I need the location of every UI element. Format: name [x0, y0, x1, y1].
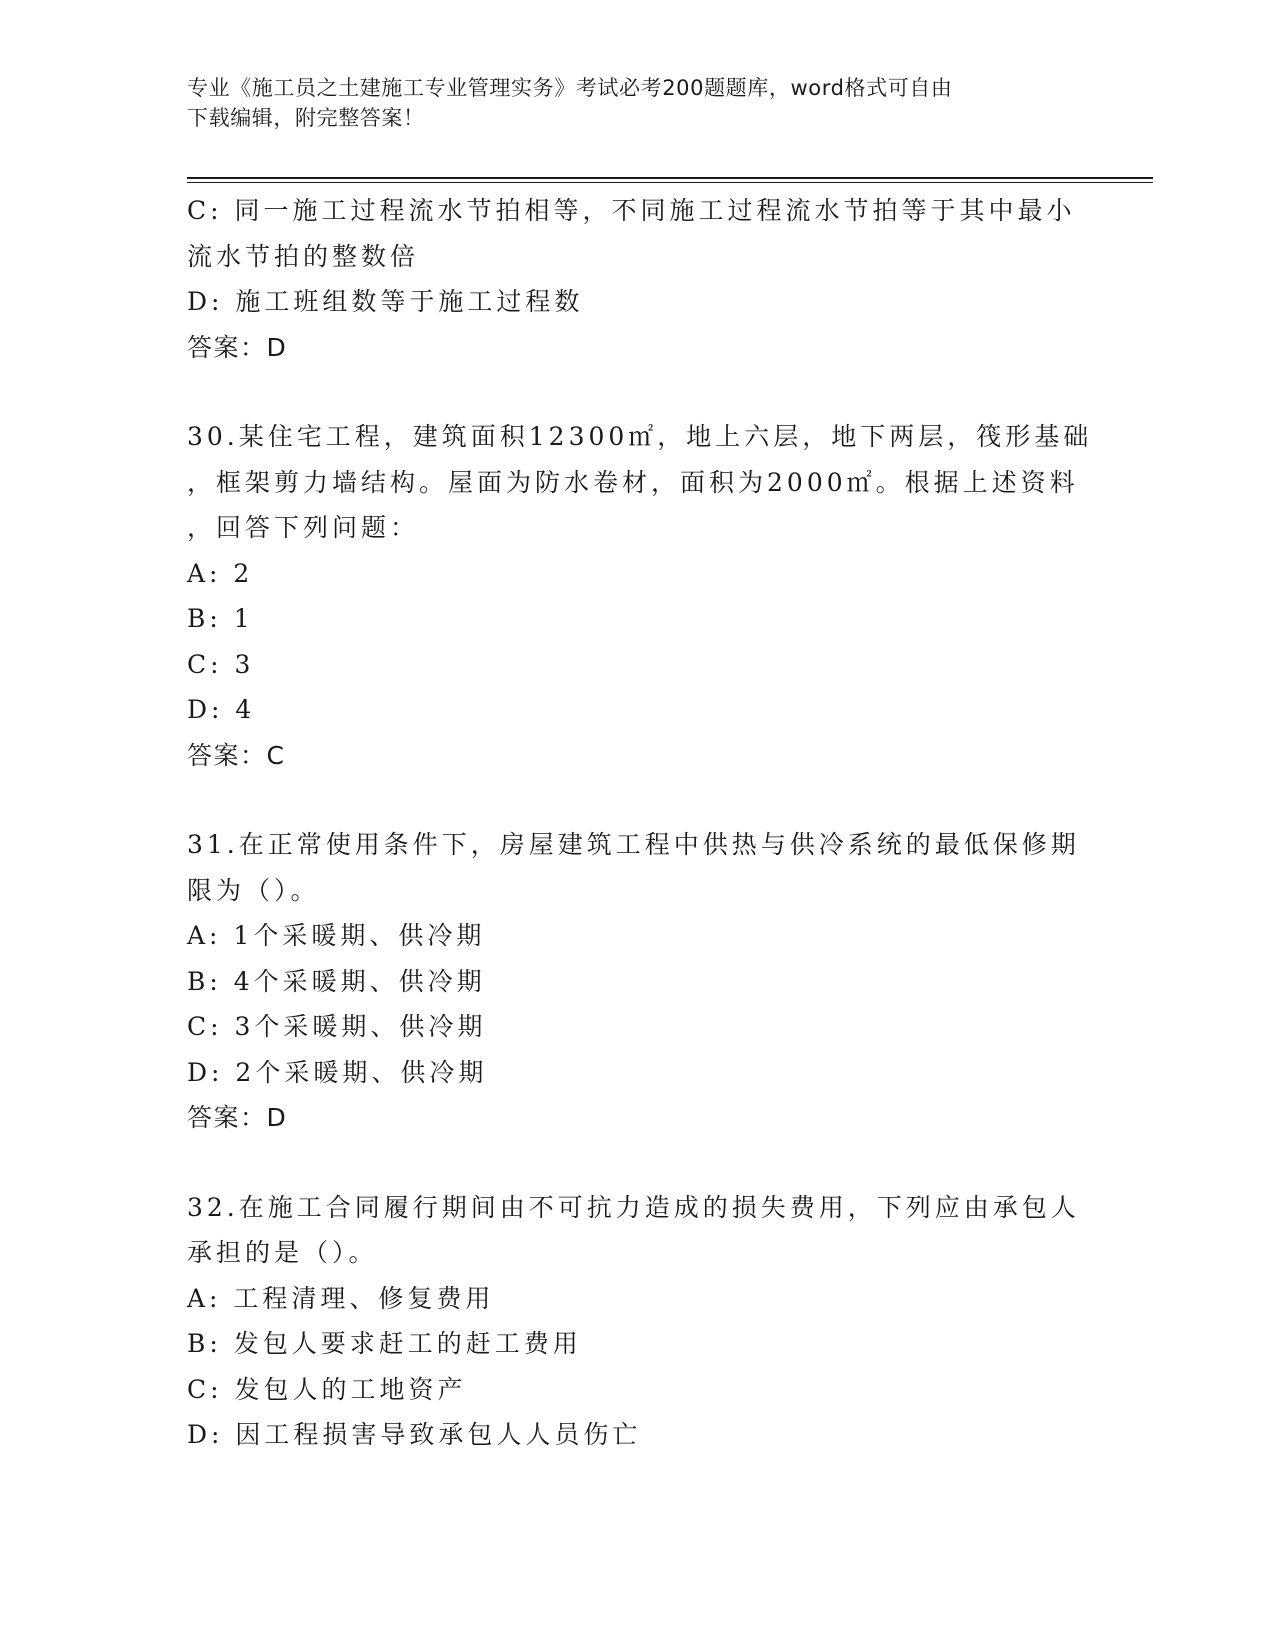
- question-content: [187, 188, 1093, 1458]
- question-stem-line-2: 承担的是（）。: [187, 1238, 378, 1267]
- question-stem-line-1: 31.在正常使用条件下，房屋建筑工程中供热与供冷系统的最低保修期: [187, 830, 1080, 859]
- option-c: C: 发包人的工地资产: [187, 1374, 467, 1404]
- header-line-2: 下载编辑，附完整答案！: [187, 106, 425, 130]
- question-stem-line-1: 32.在施工合同履行期间由不可抗力造成的损失费用，下列应由承包人: [187, 1192, 1080, 1222]
- question-stem-line-2: ，框架剪力墙结构。屋面为防水卷材，面积为2000㎡。根据上述资料: [187, 467, 1079, 497]
- question-stem-line-3: ，回答下列问题：: [187, 513, 420, 542]
- question-spacer: [187, 778, 1087, 822]
- option-a: A: 工程清理、修复费用: [187, 1283, 495, 1313]
- question-30: [187, 414, 1093, 778]
- question-spacer: [187, 370, 1087, 414]
- option-c-line-1: C: 同一施工过程流水节拍相等，不同施工过程流水节拍等于其中最小: [187, 196, 1076, 225]
- option-b: B: 1: [187, 604, 254, 633]
- option-a: A: 1个采暖期、供冷期: [187, 921, 486, 950]
- header-divider-thin: [187, 182, 1153, 183]
- question-stem-line-2: 限为（）。: [187, 875, 320, 905]
- question-stem-line-1: 30.某住宅工程，建筑面积12300㎡，地上六层，地下两层，筏形基础: [187, 422, 1093, 451]
- option-d: D: 4: [187, 695, 256, 724]
- option-d: D: 因工程损害导致承包人人员伤亡: [187, 1420, 642, 1449]
- answer: 答案：C: [187, 740, 286, 770]
- question-31: [187, 822, 1087, 1141]
- option-a: A: 2: [187, 558, 254, 588]
- header-line-1: 专业《施工员之土建施工专业管理实务》考试必考200题题库，word格式可自由: [187, 76, 953, 100]
- option-b: B: 4个采暖期、供冷期: [187, 966, 486, 996]
- option-c: C: 3个采暖期、供冷期: [187, 1012, 487, 1041]
- option-c: C: 3: [187, 649, 255, 679]
- header-divider-thick: [187, 177, 1153, 179]
- option-d: D: 2个采暖期、供冷期: [187, 1057, 488, 1087]
- question-32: [187, 1185, 1087, 1458]
- question-29-tail: [187, 188, 1087, 370]
- option-d: D: 施工班组数等于施工过程数: [187, 287, 584, 316]
- answer: 答案：D: [187, 332, 288, 362]
- document-header: [187, 73, 1087, 133]
- option-c-line-2: 流水节拍的整数倍: [187, 241, 420, 271]
- answer: 答案：D: [187, 1103, 288, 1132]
- option-b: B: 发包人要求赶工的赶工费用: [187, 1329, 582, 1358]
- question-spacer: [187, 1141, 1087, 1185]
